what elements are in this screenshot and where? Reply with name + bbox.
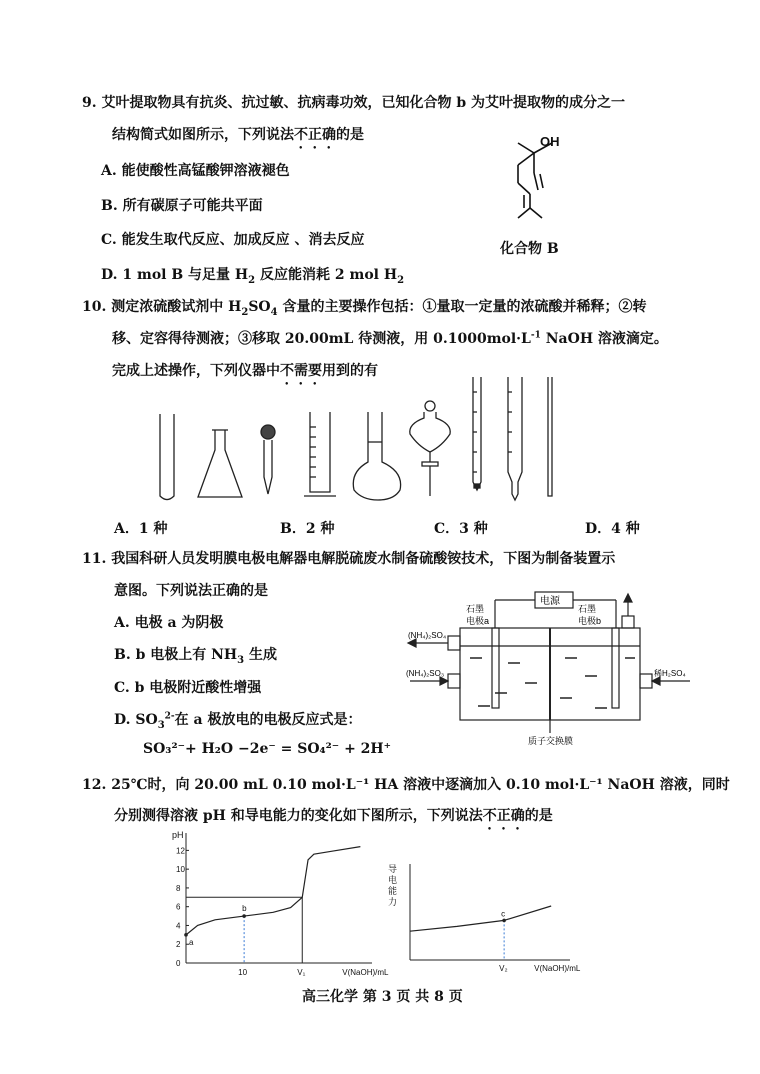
- q11-option-d: D. $SO_3^{2-}$在 a 极放电的电极反应式是：: [114, 711, 362, 731]
- q9-option-b: B. 所有碳原子可能共平面: [101, 198, 263, 214]
- conductivity-chart: [386, 852, 586, 980]
- y-axis-label: 电: [388, 875, 398, 885]
- q10-line1: 10. 测定浓硫酸试剂中 $H_2SO_4$ 含量的主要操作包括：①量取一定量的浓硫酸并稀释；②转: [82, 299, 647, 318]
- point-c: [502, 919, 506, 923]
- volumetric-flask-icon: [353, 412, 400, 500]
- separatory-funnel-icon: [410, 401, 450, 496]
- point-a-label: a: [189, 937, 194, 947]
- q10-line3: 完成上述操作，下列仪器中不需要用到的有: [112, 363, 378, 379]
- conical-flask-icon: [198, 430, 242, 497]
- y-tick-label: 4: [176, 921, 181, 931]
- point-c-label: c: [501, 909, 506, 919]
- x-axis-label: V(NaOH)/mL: [534, 964, 581, 973]
- q11-equation: SO₃²⁻+ H₂O −2e⁻ = SO₄²⁻ + 2H⁺: [143, 741, 392, 757]
- ph-chart: [160, 826, 390, 982]
- y-axis-label: pH: [172, 830, 184, 840]
- compound-b-structure: [490, 128, 580, 230]
- q12-line1: 12. 25℃时，向 20.00 mL 0.10 mol·L⁻¹ HA 溶液中逐滴加入 0.10 mol·L⁻¹ NaOH 溶液，同时: [82, 777, 730, 793]
- q9-option-d: D. 1 mol B 与足量 $H_2$ 反应能消耗 2 mol $H_2$: [101, 267, 405, 286]
- x-tick-label: V₁: [297, 968, 306, 977]
- graduated-cylinder-icon: [304, 412, 336, 496]
- outlet-ammonium-sulfate-label: (NH₄)₂SO₄: [408, 631, 447, 640]
- q10-line2: 移、定容得待测液；③移取 20.00mL 待测液，用 $0.1000mol\cdot L^{-1}$ NaOH 溶液滴定。: [112, 330, 668, 347]
- y-tick-label: 2: [176, 940, 181, 950]
- lab-instruments: [140, 372, 580, 508]
- conductivity-curve: [410, 906, 551, 931]
- inlet-dilute-sulfuric-acid-label: 稀H₂SO₄: [654, 669, 686, 678]
- inlet-ammonium-sulfite-label: (NH₄)₂SO₃: [406, 669, 445, 678]
- oh-label: OH: [540, 134, 560, 149]
- y-tick-label: 10: [176, 865, 185, 875]
- x-tick-label: V₂: [499, 964, 508, 973]
- electrode-a-label-2: 电极a: [466, 616, 490, 626]
- x-tick-label: 10: [238, 968, 248, 977]
- q9-line2: 结构简式如图所示，下列说法不正确的是: [112, 127, 364, 143]
- y-tick-label: 12: [176, 846, 185, 856]
- q11-option-a: A. 电极 a 为阴极: [114, 615, 224, 631]
- electrode-b-label: 石墨: [578, 604, 597, 614]
- q11-option-b: B. b 电极上有 $NH_3$ 生成: [114, 647, 277, 666]
- q9-line1: 9. 艾叶提取物具有抗炎、抗过敏、抗病毒功效，已知化合物 b 为艾叶提取物的成分之一: [82, 95, 626, 111]
- point-b-label: b: [242, 904, 247, 914]
- q12-line2: 分别测得溶液 pH 和导电能力的变化如下图所示，下列说法不正确的是: [114, 808, 553, 824]
- point-a: [184, 933, 188, 937]
- y-axis-label: 力: [388, 897, 398, 907]
- y-tick-label: 8: [176, 883, 181, 893]
- test-tube-icon: [160, 414, 174, 500]
- electrode-b-label-2: 电极b: [578, 616, 602, 626]
- q9-option-c: C. 能发生取代反应、加成反应 、消去反应: [101, 232, 365, 248]
- point-b: [242, 914, 246, 918]
- q10-option-c: C．3 种: [434, 521, 488, 537]
- y-axis-label: 导: [388, 864, 398, 874]
- pipette-icon: [548, 377, 552, 496]
- electrolyzer-diagram: [400, 588, 700, 748]
- y-tick-label: 6: [176, 902, 181, 912]
- q10-option-d: D．4 种: [585, 521, 640, 537]
- ph-curve: [186, 847, 360, 935]
- acid-burette-icon: [473, 377, 481, 490]
- page-footer: 高三化学 第 3 页 共 8 页: [302, 989, 463, 1005]
- x-axis-label: V(NaOH)/mL: [342, 968, 389, 977]
- dropper-icon: [261, 425, 275, 494]
- electrode-a-label: 石墨: [466, 604, 485, 614]
- q11-line1: 11. 我国科研人员发明膜电极电解器电解脱硫废水制备硫酸铵技术，下图为制备装置示: [82, 551, 616, 567]
- compound-b-caption: 化合物 B: [500, 241, 559, 257]
- q9-option-a: A. 能使酸性高锰酸钾溶液褪色: [101, 163, 290, 179]
- proton-exchange-membrane-label: 质子交换膜: [528, 736, 574, 746]
- y-axis-label: 能: [388, 886, 398, 896]
- q11-line2: 意图。下列说法正确的是: [114, 583, 268, 599]
- q11-option-c: C. b 电极附近酸性增强: [114, 680, 262, 696]
- q10-option-a: A．1 种: [114, 521, 168, 537]
- base-burette-icon: [508, 377, 522, 500]
- y-tick-label: 0: [176, 959, 181, 968]
- power-supply-label: 电源: [540, 596, 560, 607]
- q10-option-b: B．2 种: [280, 521, 335, 537]
